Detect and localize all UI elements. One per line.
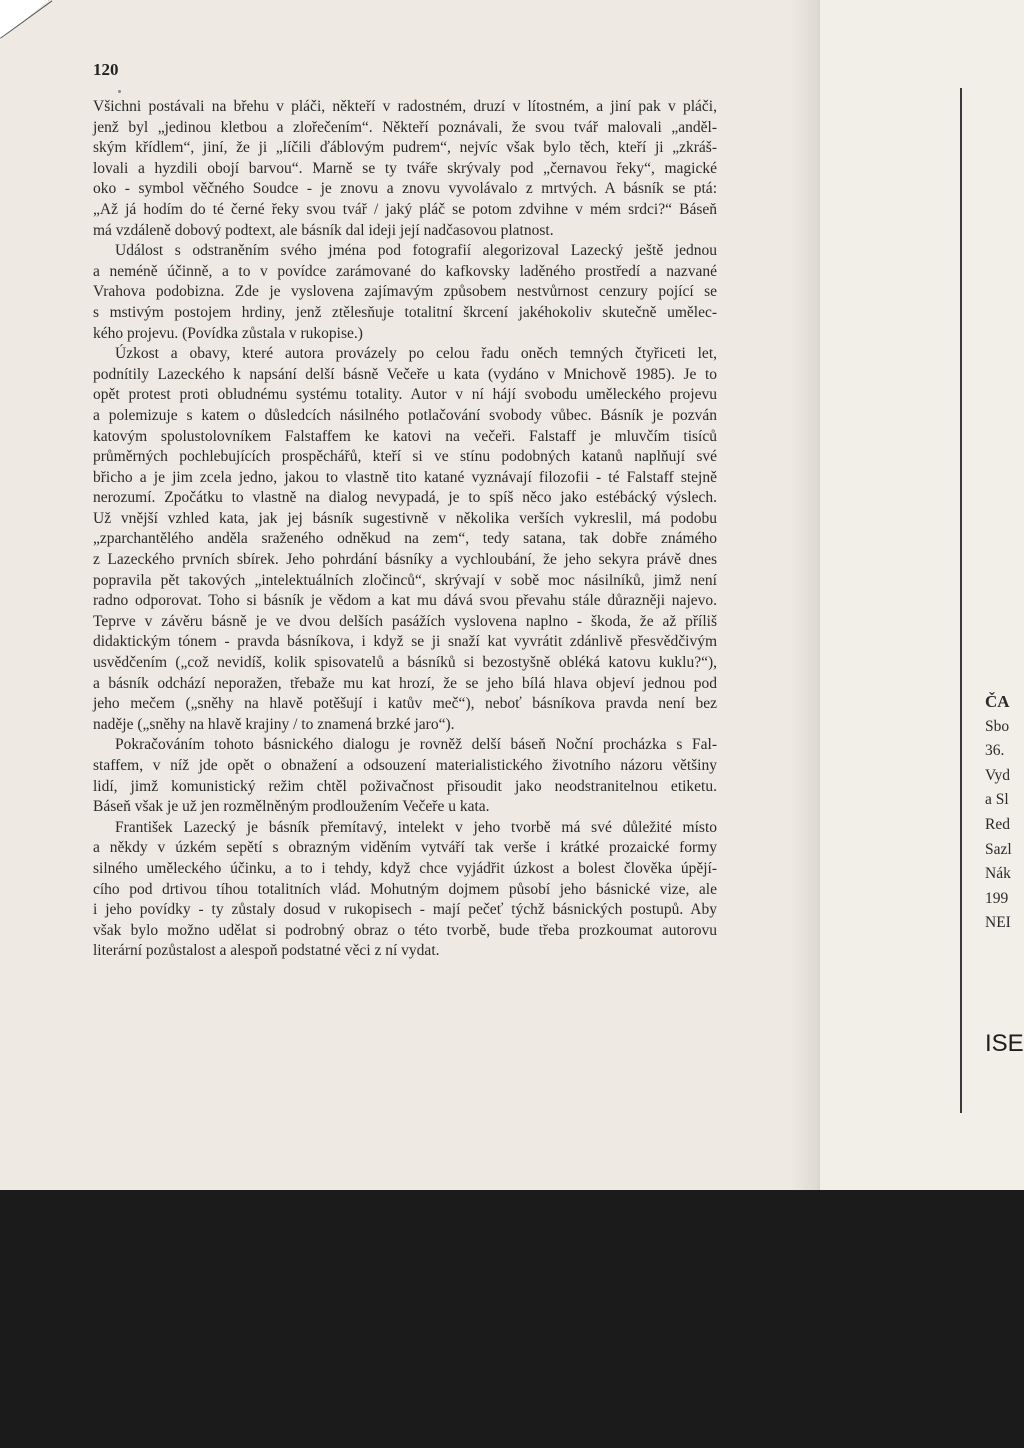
text-line: průměrných pochlebujících prospěchářů, kteří si ve stínu podobných katanů naplňují své [93, 448, 717, 466]
imprint-line: NEI [985, 914, 1011, 932]
text-line: cího pod drtivou tíhou totalitních vlád. Mohutným dojmem působí jeho básnické vize, ale [93, 880, 717, 898]
facing-page-rule [960, 88, 962, 1113]
text-line: Událost s odstraněním svého jména pod fotografií alegorizoval Lazecký ještě jednou [115, 242, 717, 260]
text-line: a neméně účinně, a to v povídce zarámované do kafkovsky laděného prostředí a nazvané [93, 262, 717, 280]
text-line: katovým spolustolovníkem Falstaffem ke katovi na večeři. Falstaff je mluvčím tisíců [93, 427, 717, 445]
text-line: lidí, jimž komunistický režim chtěl poživačnost přisoudit jako neodstranitelnou etiketu. [93, 777, 717, 795]
text-line: radno odporovat. Toho si básník je vědom a kat mu dává svou převahu stále důrazněji najevo. [93, 592, 717, 610]
facing-page-imprint [985, 690, 1024, 936]
imprint-line: a Sl [985, 791, 1009, 809]
text-line: Vrahova podobizna. Zde je vyslovena zajímavým způsobem nestvůrnost cenzury pojící se [93, 283, 717, 301]
facing-page [820, 0, 1024, 1190]
text-line: literární pozůstalost a alespoň podstatné věci z ní vydat. [93, 942, 440, 960]
imprint-line: Sazl [985, 840, 1012, 858]
text-line: Báseň však je už jen rozmělněným prodloužením Večeře u kata. [93, 798, 490, 816]
speck [118, 90, 121, 93]
text-line: jeho mečem („sněhy na hlavě potěšují i katův meč“), neboť básníkova pravda není bez [93, 695, 717, 713]
text-line: však bylo možno udělat si podrobný obraz o této tvorbě, bude třeba prozkoumat autorovu [93, 921, 717, 939]
text-line: Už vnější vzhled kata, jak jej básník sugestivně v několika verších vykreslil, má podobu [93, 509, 717, 527]
text-line: jenž byl „jedinou kletbou a zlořečením“. Někteří poznávali, že svou tvář malovali „anděl- [93, 118, 717, 136]
text-line: staffem, v níž jde opět o obnažení a odsouzení materialistického životního názoru většiny [93, 757, 717, 774]
text-line: silného uměleckého účinku, a to i tehdy, když chce vyjádřit úzkost a bolest člověka úpějí- [93, 859, 717, 877]
text-line: a básník odchází neporažen, třebaže mu kat hrozí, že se jeho bílá hlava objeví jednou pod [93, 674, 717, 692]
text-line: a někdy v úzkém sepětí s obrazným viděním vytváří tak verše i krátké prozaické formy [93, 839, 717, 857]
text-line: usvědčením („což nevidíš, kolik spisovatelů a básníků si bezostyšně obléká katovu kuklu?“), [93, 654, 717, 672]
text-line: Úzkost a obavy, které autora provázely po celou řadu oněch temných čtyřiceti let, [115, 345, 717, 363]
text-line: opět protest proti obludnému systému totality. Autor v ní hájí svobodu uměleckého projevu [93, 386, 717, 404]
text-line: popravila pět takových „intelektuálních zločinců“, skrývají v sobě moc násilníků, jimž není [93, 571, 717, 589]
text-line: z Lazeckého prvních sbírek. Jeho pohrdání básníky a vychloubání, že jeho sekyra právě dnes [93, 551, 717, 569]
text-line: Všichni postávali na břehu v pláči, někteří v radostném, druzí v lítostném, a jiní pak v pláči, [93, 98, 717, 115]
imprint-line: Red [985, 815, 1010, 833]
imprint-line: Nák [985, 865, 1011, 883]
text-line: i jeho povídky - ty zůstaly dosud v rukopisech - mají pečeť týchž básnických postupů. Aby [93, 901, 717, 919]
text-line: lovali a hyzdili obojí barvou“. Marně se ty tváře skrývaly pod „černavou řeky“, magické [93, 159, 717, 177]
text-line: naděje („sněhy na hlavě krajiny / to znamená brzké jaro“). [93, 715, 455, 733]
text-line: a polemizuje s katem o důsledcích násilného potlačování svobody vůbec. Básník je pozván [93, 406, 717, 424]
text-line: Pokračováním tohoto básnického dialogu je rovněž delší báseň Noční procházka s Fal- [115, 736, 717, 754]
isbn-fragment: ISE [985, 1030, 1024, 1057]
text-line: kého projevu. (Povídka zůstala v rukopise.) [93, 324, 363, 342]
text-line: oko - symbol věčného Soudce - je znovu a znovu vyvolávalo z mrtvých. A básník se ptá: [93, 180, 717, 198]
body-text [93, 97, 717, 962]
text-line: má vzdáleně dobový podtext, ale básník dal ideji její nadčasovou platnost. [93, 221, 554, 239]
imprint-line: 36. [985, 742, 1005, 760]
text-line: „Až já hodím do té černé řeky svou tvář / jaký pláč se potom zdvihne v mém srdci?“ Báseň [93, 200, 717, 218]
text-line: břicho a je jim zcela jedno, jakou to vlastně tito katané vyznávají filozofii - té Falstaff stejně [93, 468, 717, 486]
page-number: 120 [93, 60, 119, 79]
text-line: nerozumí. Zpočátku to vlastně na dialog nevypadá, je to spíš něco jako estébácký výslech. [93, 489, 717, 507]
imprint-line: 199 [985, 889, 1009, 907]
text-line: podnítily Lazeckého k napsání delší básně Večeře u kata (vydáno v Mnichově 1985). Je to [93, 365, 717, 383]
text-line: ským křídlem“, jiní, že ji „líčili ďáblovým pudrem“, nejvíc však bylo těch, kteří ji „zkráš- [93, 139, 717, 157]
text-line: František Lazecký je básník přemítavý, intelekt v jeho tvorbě má své důležité místo [115, 818, 717, 836]
text-line: „zparchantělého anděla sraženého odněkud na zem“, tedy satana, tak dobře známého [93, 530, 717, 548]
text-line: Teprve v závěru básně je ve dvou delších pasážích vyslovena naplno - škoda, že až příliš [93, 612, 717, 630]
text-line: didaktickým tónem - pravda básníkova, i když se ji snaží kat vyvrátit zdánlivě přesvědčivým [93, 633, 717, 651]
imprint-line: Sbo [985, 717, 1010, 735]
imprint-line: ČA [985, 692, 1010, 711]
imprint-line: Vyd [985, 766, 1010, 784]
text-line: s mstivým postojem hrdiny, jenž ztělesňuje totalitní škrcení jakéhokoliv skutečně umělec- [93, 303, 717, 321]
